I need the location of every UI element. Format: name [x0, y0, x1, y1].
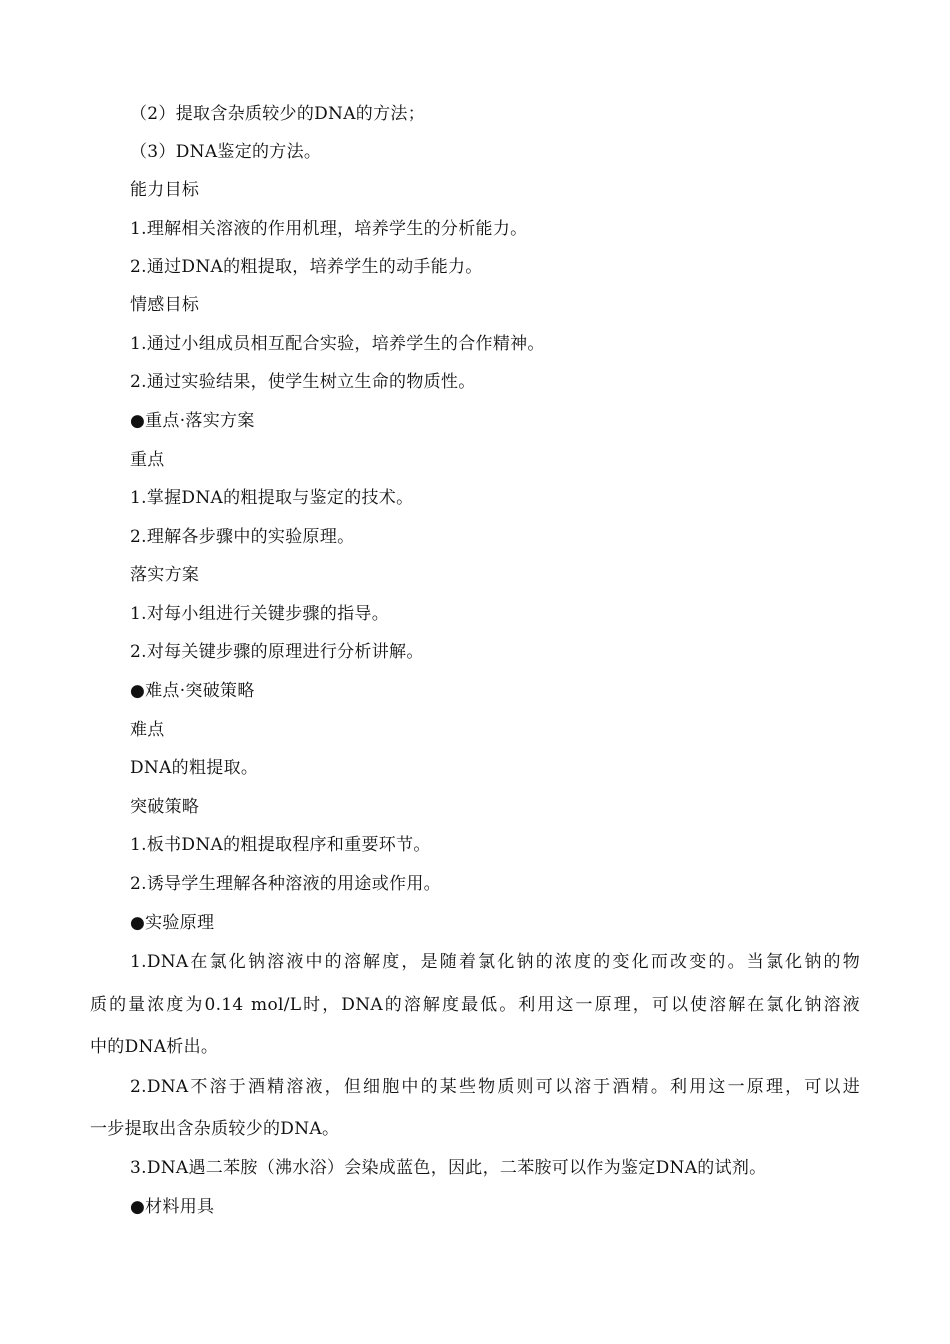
principle-1-line-3: 中的DNA析出。: [90, 1037, 219, 1057]
principle-2-line-1: 2.DNA不溶于酒精溶液，但细胞中的某些物质则可以溶于酒精。利用这一原理，可以进: [130, 1077, 860, 1097]
implementation-item-2: 2.对每关键步骤的原理进行分析讲解。: [130, 642, 424, 662]
section-heading-principle: ●实验原理: [130, 913, 215, 933]
strategy-item-2: 2.诱导学生理解各种溶液的用途或作用。: [130, 874, 441, 894]
key-point-item-1: 1.掌握DNA的粗提取与鉴定的技术。: [130, 488, 414, 508]
principle-1-line-2: 质的量浓度为0.14 mol/L时，DNA的溶解度最低。利用这一原理，可以使溶解在氯化钠溶液: [90, 995, 860, 1015]
ability-item-1: 1.理解相关溶液的作用机理，培养学生的分析能力。: [130, 219, 528, 239]
emotion-item-2: 2.通过实验结果，使学生树立生命的物质性。: [130, 372, 476, 392]
emotion-item-1: 1.通过小组成员相互配合实验，培养学生的合作精神。: [130, 334, 545, 354]
subheading-implementation: 落实方案: [130, 565, 200, 585]
principle-2-line-2: 一步提取出含杂质较少的DNA。: [90, 1119, 340, 1139]
subheading-strategy: 突破策略: [130, 797, 200, 817]
section-heading-ability: 能力目标: [130, 180, 200, 200]
subheading-difficulty: 难点: [130, 720, 165, 740]
section-heading-emotion: 情感目标: [130, 295, 200, 315]
section-heading-difficulty: ●难点·突破策略: [130, 681, 255, 701]
section-heading-materials: ●材料用具: [130, 1197, 215, 1217]
principle-3-line-1: 3.DNA遇二苯胺（沸水浴）会染成蓝色，因此，二苯胺可以作为鉴定DNA的试剂。: [130, 1158, 767, 1178]
key-point-item-2: 2.理解各步骤中的实验原理。: [130, 527, 355, 547]
principle-1-line-1: 1.DNA在氯化钠溶液中的溶解度，是随着氯化钠的浓度的变化而改变的。当氯化钠的物: [130, 952, 860, 972]
objective-item-2: （2）提取含杂质较少的DNA的方法；: [130, 104, 425, 124]
difficulty-item: DNA的粗提取。: [130, 758, 259, 778]
subheading-key-points: 重点: [130, 450, 165, 470]
implementation-item-1: 1.对每小组进行关键步骤的指导。: [130, 604, 390, 624]
objective-item-3: （3）DNA鉴定的方法。: [130, 142, 322, 162]
strategy-item-1: 1.板书DNA的粗提取程序和重要环节。: [130, 835, 431, 855]
section-heading-key-points: ●重点·落实方案: [130, 411, 255, 431]
ability-item-2: 2.通过DNA的粗提取，培养学生的动手能力。: [130, 257, 483, 277]
